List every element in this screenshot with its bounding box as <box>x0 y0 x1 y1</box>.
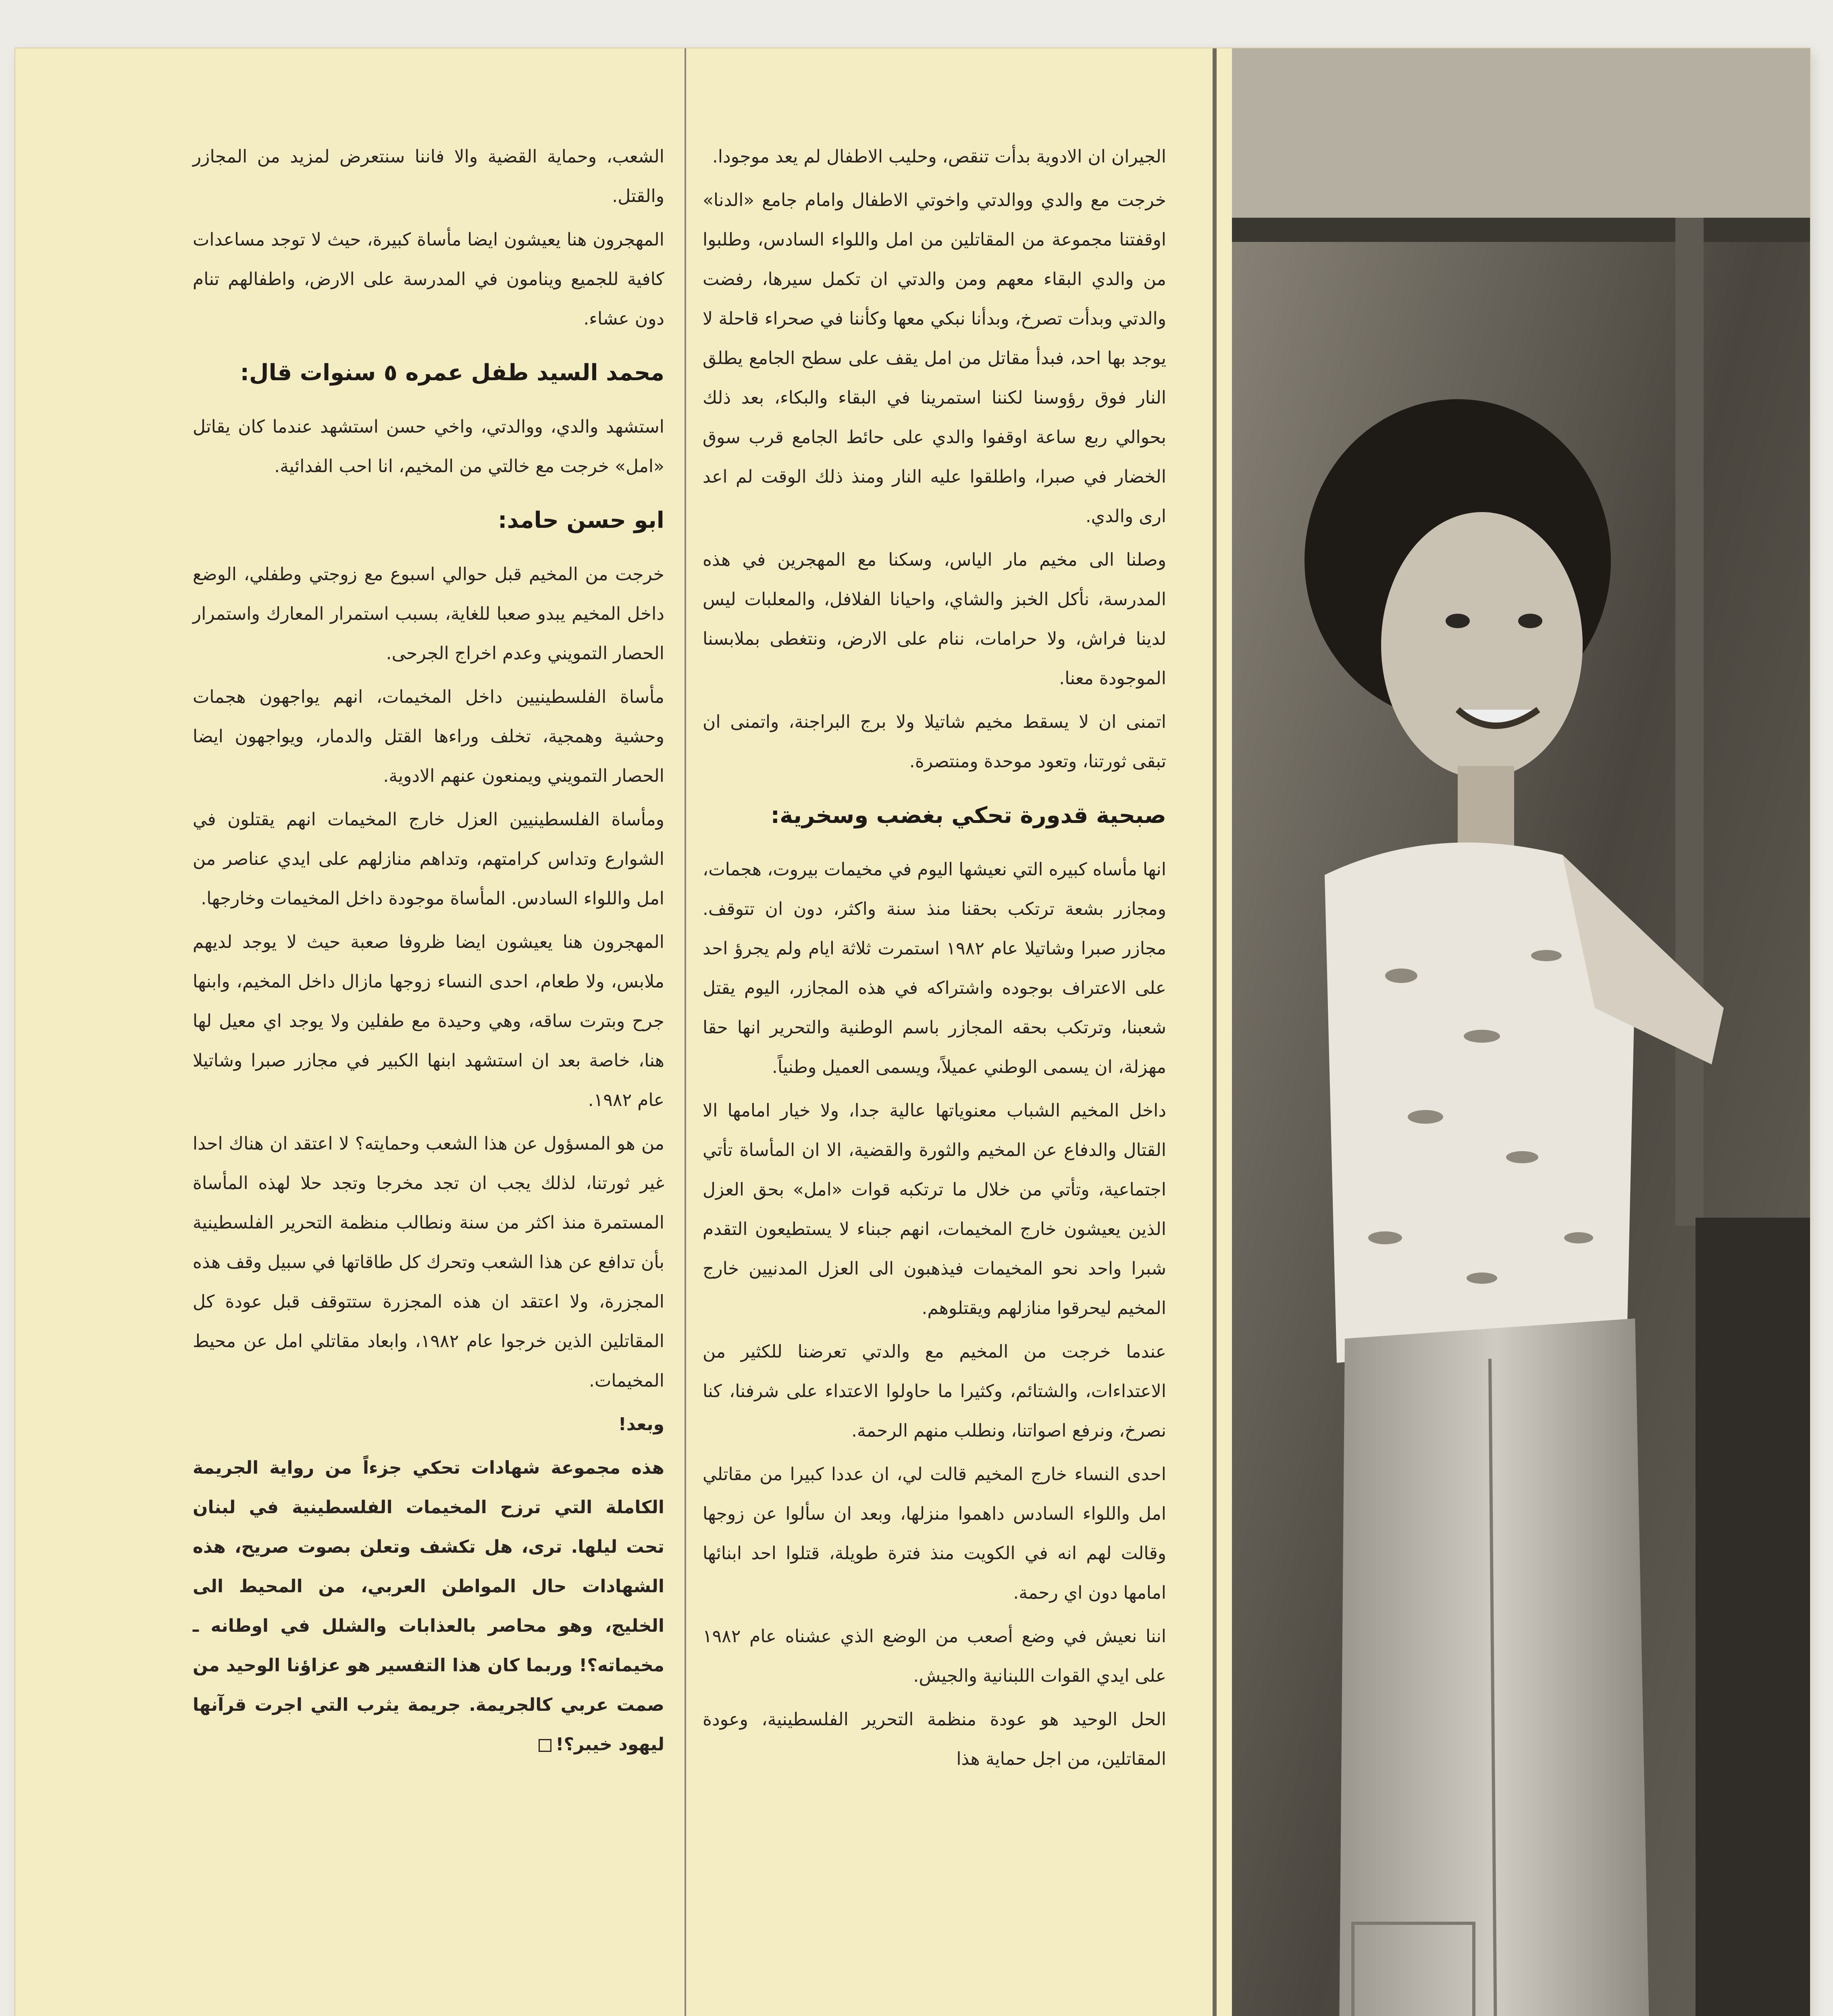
left-column <box>193 137 664 1768</box>
paragraph: اننا نعيش في وضع أصعب من الوضع الذي عشناه عام ١٩٨٢ على ايدي القوات اللبنانية والجيش. <box>703 1626 1166 1686</box>
paragraph: الشعب، وحماية القضية والا فاننا سنتعرض لمزيد من المجازر والقتل. <box>193 146 664 206</box>
closing-text: هذه مجموعة شهادات تحكي جزءاً من رواية الجريمة الكاملة التي ترزح المخيمات الفلسطينية في لبنان تحت ليلها. ترى، هل تكشف وتعلن بصوت صريح، هذه الشهادات حال المواطن العربي، من المحيط الى الخليج، وهو محاصر بالعذابات والشلل في اوطانه ـ مخيماته؟! وربما كان هذا التفسير هو عزاؤنا الوحيد من صمت عربي كالجريمة. جريمة يثرب التي اجرت قرآنها ليهود خيبر؟! <box>193 1458 664 1755</box>
paragraph: وصلنا الى مخيم مار الياس، وسكنا مع المهجرين في هذه المدرسة، نأكل الخبز والشاي، واحيانا الفلافل، والمعلبات ليس لدينا فراش، ولا حرامات، ننام على الارض، ونتغطى بملابسنا الموجودة معنا. <box>703 550 1166 689</box>
paragraph: المهجرون هنا يعيشون ايضا ظروفا صعبة حيث لا يوجد لديهم ملابس، ولا طعام، احدى النساء زوجها مازال داخل المخيم، وابنها جرح وبترت ساقه، وهي وحيدة مع طفلين ولا يوجد اي معيل لها هنا، خاصة بعد ان استشهد ابنها الكبير في مجازر صبرا وشاتيلا عام ١٩٨٢. <box>193 932 664 1110</box>
middle-column <box>703 137 1166 1783</box>
paragraph: استشهد والدي، ووالدتي، واخي حسن استشهد عندما كان يقاتل «امل» خرجت مع خالتي من المخيم، انا احب الفدائية. <box>193 417 664 477</box>
magazine-page <box>15 48 1810 2016</box>
photo-graphic <box>1232 48 1810 2016</box>
paragraph: المهجرون هنا يعيشون ايضا مأساة كبيرة، حيث لا توجد مساعدات كافية للجميع وينامون في المدرسة على الارض، واطفالهم تنام دون عشاء. <box>193 229 664 329</box>
column-divider <box>685 48 686 2016</box>
paragraph: ومأساة الفلسطينيين العزل خارج المخيمات انهم يقتلون في الشوارع وتداس كرامتهم، وتداهم منازلهم على ايدي عناصر من امل واللواء السادس. المأساة موجودة داخل المخيمات وخارجها. <box>193 809 664 909</box>
section-heading: محمد السيد طفل عمره ٥ سنوات قال: <box>240 360 664 386</box>
paragraph: احدى النساء خارج المخيم قالت لي، ان عددا كبيرا من مقاتلي امل واللواء السادس داهموا منزلها، وبعد ان سألوا عن زوجها وقالت لهم انه في الكويت منذ فترة طويلة، قتلوا احد ابنائها امامها دون اي رحمة. <box>703 1464 1166 1603</box>
closing-paragraph <box>193 1448 664 1764</box>
paragraph: الحل الوحيد هو عودة منظمة التحرير الفلسطينية، وعودة المقاتلين، من اجل حماية هذا <box>703 1709 1166 1769</box>
paragraph: الجيران ان الادوية بدأت تنقص، وحليب الاطفال لم يعد موجودا. <box>712 146 1166 167</box>
photo-divider <box>1213 48 1217 2016</box>
paragraph: خرجت مع والدي ووالدتي واخوتي الاطفال وامام جامع «الدنا» اوقفتنا مجموعة من المقاتلين من امل واللواء السادس، وطلبوا من والدي البقاء معهم ومن والدتي ان تكمل سيرها، رفضت والدتي وبدأت تصرخ، وبدأنا نبكي معها وكأننا في صحراء قاحلة لا يوجد بها احد، فبدأ مقاتل من امل يقف على سطح الجامع يطلق النار فوق رؤوسنا لكننا استمرينا في البقاء والبكاء، بعد ذلك بحوالي ربع ساعة اوقفوا والدي على حائط الجامع قرب سوق الخضار في صبرا، واطلقوا عليه النار ومنذ ذلك الوقت لم اعد ارى والدي. <box>703 190 1166 527</box>
paragraph: انها مأساه كبيره التي نعيشها اليوم في مخيمات بيروت، هجمات، ومجازر بشعة ترتكب بحقنا منذ سنة واكثر، دون ان تتوقف. مجازر صبرا وشاتيلا عام ١٩٨٢ استمرت ثلاثة ايام ولم يجرؤ احد على الاعتراف بوجوده واشتراكه في هذه المجازر، اليوم يقتل شعبنا، وترتكب بحقه المجازر باسم الوطنية والتحرير انها حقا مهزلة، ان يسمى الوطني عميلاً، ويسمى العميل وطنياً. <box>703 859 1166 1077</box>
paragraph: خرجت من المخيم قبل حوالي اسبوع مع زوجتي وطفلي، الوضع داخل المخيم يبدو صعبا للغاية، بسبب استمرار المعارك واستمرار الحصار التمويني وعدم اخراج الجرحى. <box>193 564 664 664</box>
closing-label: وبعد! <box>618 1414 664 1435</box>
section-heading: ابو حسن حامد: <box>498 507 664 533</box>
photo-boy <box>1232 48 1810 2016</box>
paragraph: اتمنى ان لا يسقط مخيم شاتيلا ولا برج البراجنة، واتمنى ان تبقى ثورتنا، وتعود موحدة ومنتصرة. <box>703 712 1166 772</box>
section-heading: صبحية قدورة تحكي بغضب وسخرية: <box>770 802 1166 829</box>
paragraph: داخل المخيم الشباب معنوياتها عالية جدا، ولا خيار امامها الا القتال والدفاع عن المخيم والثورة والقضية، الا ان المأساة تأتي اجتماعية، وتأتي من خلال ما ترتكبه قوات «امل» بحق العزل الذين يعيشون خارج المخيمات، انهم جبناء لا يستطيعون التقدم شبرا واحد نحو المخيمات فيذهبون الى العزل المدنيين خارج المخيم ليحرقوا منازلهم ويقتلوهم. <box>703 1100 1166 1318</box>
paragraph: من هو المسؤول عن هذا الشعب وحمايته؟ لا اعتقد ان هناك احدا غير ثورتنا، لذلك يجب ان تجد مخرجا وتجد حلا لهذه المأساة المستمرة منذ اكثر من سنة ونطالب منظمة التحرير الفلسطينية بأن تدافع عن هذا الشعب وتحرك كل طاقاتها في سبيل وقف هذه المجزرة، ولا اعتقد ان هذه المجزرة ستتوقف قبل عودة كل المقاتلين الذين خرجوا عام ١٩٨٢، وابعاد مقاتلي امل عن محيط المخيمات. <box>193 1133 664 1391</box>
paragraph: عندما خرجت من المخيم مع والدتي تعرضنا للكثير من الاعتداءات، والشتائم، وكثيرا ما حاولوا الاعتداء على شرفنا، كنا نصرخ، ونرفع اصواتنا، ونطلب منهم الرحمة. <box>703 1341 1166 1441</box>
paragraph: مأساة الفلسطينيين داخل المخيمات، انهم يواجهون هجمات وحشية وهمجية، تخلف وراءها القتل والدمار، ويواجهون ايضا الحصار التمويني ويمنعون عنهم الادوية. <box>193 687 664 786</box>
end-mark-icon <box>539 1739 551 1752</box>
